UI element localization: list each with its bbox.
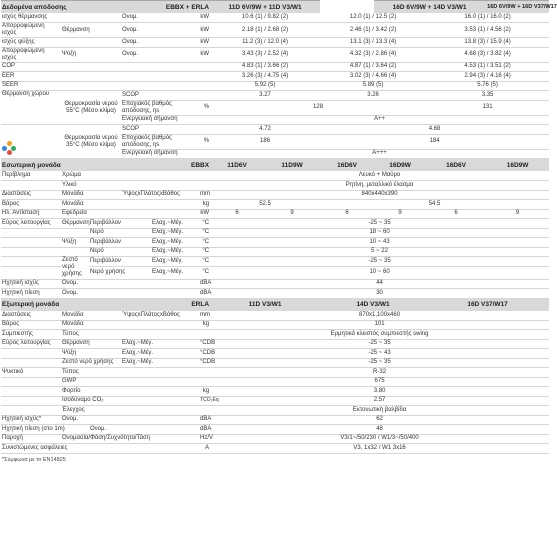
table-row: Ηλ. Αντίσταση Εφεδρεία kW 6 9 6 9 6 9 [1, 209, 549, 219]
table-row: ισχύς θέρμανσης Ονομ. kW 10.6 (1) / 9.82 (2) 12.0 (1) / 12.5 (2) 16.0 (1) / 16.0 (2) [1, 13, 549, 23]
table-row: Ζεστό νερό χρήσης Περιβάλλον Ελαχ.~Μέγ. °C -25 ~ 35 [1, 257, 549, 267]
table-row: Ηχητική ισχύς* Ονομ. dBA 62 [1, 415, 549, 425]
table-row: Απορροφώμενη ισχύς Ψύξη Ονομ. kW 3.43 (3) / 2.52 (4) 4.32 (3) / 2.86 (4) 4.68 (3) / 3.82 (4) [1, 47, 549, 62]
table-row: Ψύξη Περιβάλλον Ελαχ.~Μέγ. °C 10 ~ 43 [1, 238, 549, 248]
table-row: Ισοδύναμο CO₂ TCO₂Eq 2.57 [1, 396, 549, 406]
flower-icon [2, 141, 16, 155]
outdoor-section-header: Εξωτερική μονάδα ERLA 11D V3/W1 14D V3/W1 16D V37/W17 [1, 298, 549, 311]
table-row: Ζεστό νερό χρήσης Ελαχ.~Μέγ. °CDB -25 ~ 35 [1, 358, 549, 368]
table-row: Φορτίο kg 3.80 [1, 387, 549, 397]
table-row: Εποχιακός βαθμός απόδοσης, ηs % 128 131 [1, 100, 549, 115]
table-row: Διαστάσεις Μονάδα ΎψοςxΠλάτοςxΒάθος mm 840x440x390 [1, 190, 549, 200]
table-row: Ψυκτικό Τύπος R-32 [1, 368, 549, 378]
table-row: Παροχή Ονομασία/Φάση/Συχνότητα/Τάση Hz/V V3/1~/50/230 / W1/3~/50/400 [1, 434, 549, 444]
table-row: Συμπιεστής Τύπος Ερμητικά κλειστός συμπιεστής swing [1, 330, 549, 340]
table-row: EER 3.26 (3) / 4.75 (4) 3.02 (3) / 4.66 (4) 2.94 (3) / 4.16 (4) [1, 72, 549, 82]
table-row: Υλικό Ρητίνη, μεταλλικό έλασμα [1, 181, 549, 191]
footnote: *Σύμφωνα με το EN14825 [2, 456, 66, 463]
table-row: Βάρος Μονάδα kg 52.5 54.5 [1, 200, 549, 210]
table-row: Νερό Ελαχ.~Μέγ. °C 18 ~ 60 [1, 228, 549, 238]
model-label: EBBX [151, 159, 210, 172]
model-label: EBBX + ERLA [151, 1, 210, 14]
table-row: Περίβλημα Χρώμα Λευκό + Μαύρο [1, 171, 549, 181]
table-row: Ψύξη Ελαχ.~Μέγ. °CDB -25 ~ 43 [1, 349, 549, 359]
table-row: Εποχιακός βαθμός απόδοσης, ηs % 186 184 [1, 134, 549, 149]
table-row: GWP 675 [1, 377, 549, 387]
table-row: Εύρος λειτουργίας Θέρμανση Ελαχ.~Μέγ. °CDB -25 ~ 35 [1, 339, 549, 349]
table-row: Ηχητική ισχύς Ονομ. dBA 44 [1, 279, 549, 289]
column-header: 11D 6V/9W + 11D V3/W1 [210, 1, 320, 14]
table-row: COP 4.83 (1) / 3.66 (2) 4.87 (1) / 3.64 (2) 4.53 (1) / 3.51 (2) [1, 62, 549, 72]
table-row: Βάρος Μονάδα kg 101 [1, 320, 549, 330]
section-title: Εξωτερική μονάδα [1, 298, 151, 311]
performance-section-header [1, 1, 549, 14]
table-row: Ηχητική πίεση (στο 1m) Ονομ. dBA 48 [1, 425, 549, 435]
table-row: Έλεγχος Εκτονωτική βαλβίδα [1, 406, 549, 416]
section-title: Εσωτερική μονάδα [1, 159, 151, 172]
table-row: Νερό Ελαχ.~Μέγ. °C 5 ~ 22 [1, 247, 549, 257]
table-row: Ενεργειακή σήμανση A++ [1, 115, 549, 125]
model-label: ERLA [151, 298, 210, 311]
table-row: Εύρος λειτουργίας Θέρμανση Περιβάλλον Ελαχ.~Μέγ. °C -25 ~ 35 [1, 219, 549, 229]
table-row: ισχύς ψύξης Ονομ. kW 11.2 (3) / 12.0 (4) 13.1 (3) / 13.3 (4) 13.8 (3) / 15.9 (4) [1, 38, 549, 48]
indoor-section-header: Εσωτερική μονάδα EBBX 11D6V 11D9W 16D6V 16D9W 16D6V 16D9W [1, 159, 549, 172]
column-header: 16D 6V/9W + 16D V37/W17 [486, 1, 549, 14]
table-row: Διαστάσεις Μονάδα ΎψοςxΠλάτοςxΒάθος mm 870x1,100x460 [1, 311, 549, 321]
table-row: Θερμοκρασία νερού 35°C (Μέσο κλίμα) SCOP 4.72 4.68 [1, 125, 549, 135]
table-row: Θέρμανση χώρου Θερμοκρασία νερού 55°C (Μέσο κλίμα) SCOP 3.27 3.26 3.35 [1, 91, 549, 101]
spec-table [1, 0, 557, 454]
table-row: Ενεργειακή σήμανση A+++ [1, 149, 549, 159]
table-row: Ηχητική πίεση Ονομ. dBA 30 [1, 289, 549, 299]
table-row: SEER 5.92 (5) 5.89 (5) 5.76 (5) [1, 81, 549, 91]
table-row: Νερό χρήσης Ελαχ.~Μέγ. °C 10 ~ 60 [1, 266, 549, 279]
table-row: Συνιστώμενες ασφάλειες A V3, 1x32 / W1 3x16 [1, 444, 549, 454]
table-row: Απορροφώμενη ισχύς Θέρμανση Ονομ. kW 2.18 (1) / 2.68 (2) 2.46 (1) / 3.42 (2) 3.53 (1) / 4.56 (2) [1, 23, 549, 38]
column-header: 16D 6V/9W + 14D V3/W1 [374, 1, 486, 14]
section-title: Δεδομένα απόδοσης [1, 1, 151, 14]
